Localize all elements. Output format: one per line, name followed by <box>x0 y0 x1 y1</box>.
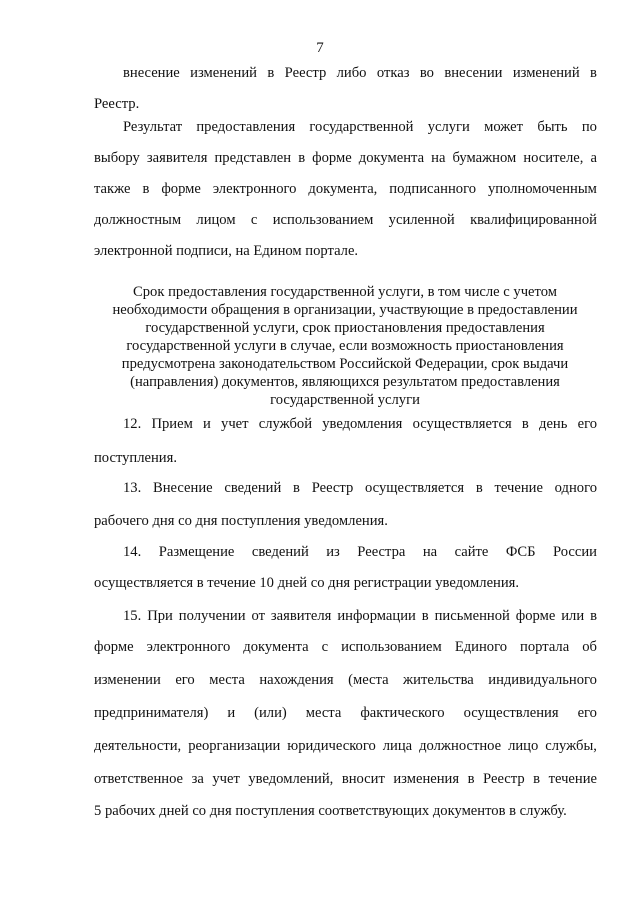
section-heading-line-4: государственной услуги в случае, если возможность приостановления <box>126 338 564 354</box>
page-number: 7 <box>316 40 324 56</box>
section-heading-line-7: государственной услуги <box>270 392 420 408</box>
para1-line-1: внесение изменений в Реестр либо отказ во внесении изменений в <box>123 65 597 81</box>
para2-line-2: выбору заявителя представлен в форме документа на бумажном носителе, а <box>94 150 597 166</box>
item15-line-5: деятельности, реорганизации юридического лица должностное лицо службы, <box>94 738 597 754</box>
item15-line-1: 15. При получении от заявителя информации в письменной форме или в <box>123 608 597 624</box>
section-heading-line-6: (направления) документов, являющихся результатом предоставления <box>130 374 560 390</box>
section-heading-line-5: предусмотрена законодательством Российской Федерации, срок выдачи <box>121 356 569 372</box>
item13-line-1: 13. Внесение сведений в Реестр осуществляется в течение одного <box>123 480 597 496</box>
item15-line-6: ответственное за учет уведомлений, вносит изменения в Реестр в течение <box>94 771 597 787</box>
section-heading-line-2: необходимости обращения в организации, участвующие в предоставлении <box>112 302 578 318</box>
para2-line-5: электронной подписи, на Едином портале. <box>94 243 359 259</box>
para2-line-3: также в форме электронного документа, подписанного уполномоченным <box>94 181 597 197</box>
section-heading-line-1: Срок предоставления государственной услуги, в том числе с учетом <box>133 284 557 300</box>
item14-line-2: осуществляется в течение 10 дней со дня регистрации уведомления. <box>94 575 520 591</box>
para2-line-4: должностным лицом с использованием усиленной квалифицированной <box>94 212 597 228</box>
item15-line-2: форме электронного документа с использованием Единого портала об <box>94 639 597 655</box>
item12-line-1: 12. Прием и учет службой уведомления осуществляется в день его <box>123 416 597 432</box>
item14-line-1: 14. Размещение сведений из Реестра на сайте ФСБ России <box>123 544 597 560</box>
para2-line-1: Результат предоставления государственной услуги может быть по <box>123 119 597 135</box>
section-heading-line-3: государственной услуги, срок приостановления предоставления <box>145 320 545 336</box>
para1-line-2: Реестр. <box>94 96 140 112</box>
item12-line-2: поступления. <box>94 450 177 466</box>
item15-line-7: 5 рабочих дней со дня поступления соответствующих документов в службу. <box>94 803 567 819</box>
item15-line-3: изменении его места нахождения (места жительства индивидуального <box>94 672 597 688</box>
item15-line-4: предпринимателя) и (или) места фактического осуществления его <box>94 705 597 721</box>
item13-line-2: рабочего дня со дня поступления уведомления. <box>94 513 388 529</box>
